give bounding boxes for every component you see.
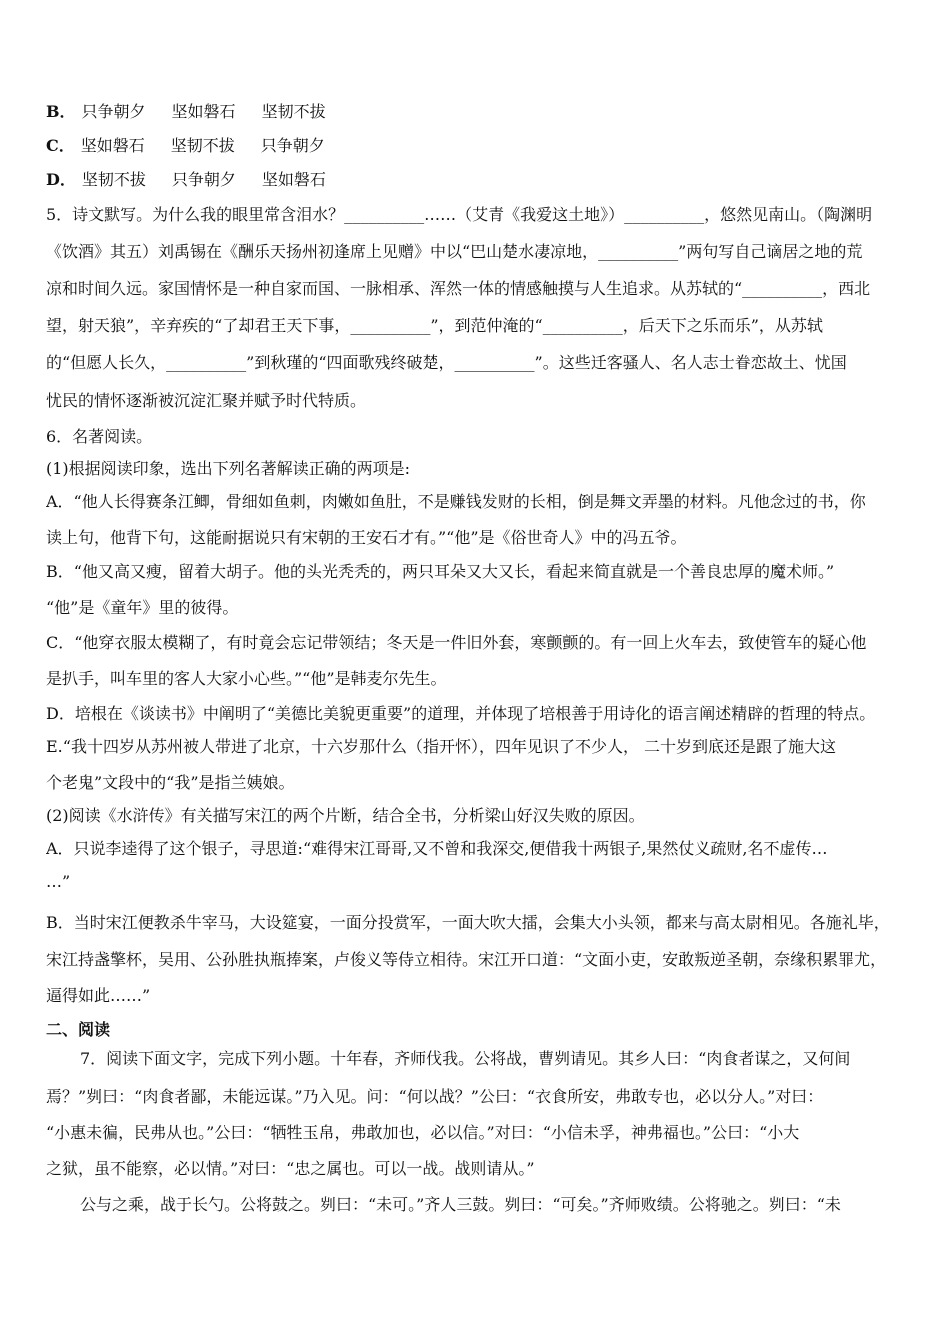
option-c: C． 坚如磐石 坚韧不拔 只争朝夕 <box>46 136 325 155</box>
q5-line: 的“但愿人长久，__________”到秋瑾的“四面歌残终破楚，__________”。这些迁客骚人、名人志士眷恋故土、忧国 <box>46 353 847 372</box>
q6-line: A．“他人长得赛条江鲫，骨细如鱼刺，肉嫩如鱼肚，不是赚钱发财的长相，倒是舞文弄墨的材料。凡他念过的书，你 <box>46 492 866 511</box>
q6-line: 6．名著阅读。 <box>46 427 153 446</box>
q5-line: 5．诗文默写。为什么我的眼里常含泪水？__________……（艾青《我爱这土地》）__________，悠然见南山。（陶渊明 <box>46 205 873 224</box>
q7-line: 之狱，虽不能察，必以情。”对曰：“忠之属也。可以一战。战则请从。” <box>46 1159 535 1178</box>
q5-line: 忧民的情怀逐渐被沉淀汇聚并赋予时代特质。 <box>46 391 367 410</box>
q6-line: 宋江持盏擎杯，吴用、公孙胜执瓶捧案，卢俊义等侍立相待。宋江开口道：“文面小吏，安敢叛逆圣朝，奈缘积累罪尤， <box>46 950 887 969</box>
q5-line: 《饮酒》其五）刘禹锡在《酬乐天扬州初逢席上见赠》中以“巴山楚水凄凉地，__________”两句写自己谪居之地的荒 <box>46 242 863 261</box>
q5-line: 望，射天狼”，辛弃疾的“了却君王天下事，__________”，到范仲淹的“__________，后天下之乐而乐”，从苏轼 <box>46 316 823 335</box>
q6-line: 个老鬼”文段中的“我”是指兰姨娘。 <box>46 773 295 792</box>
q7-line: 焉？”刿曰：“肉食者鄙，未能远谋。”乃入见。问：“何以战？”公曰：“衣食所安，弗敢专也，必以分人。”对曰： <box>46 1087 824 1106</box>
q6-line: 读上句，他背下句，这能耐据说只有宋朝的王安石才有。”“他”是《俗世奇人》中的冯五爷。 <box>46 528 687 547</box>
option-b: B． 只争朝夕 坚如磐石 坚韧不拔 <box>46 102 326 121</box>
q6-line: D．培根在《谈读书》中阐明了“美德比美貌更重要”的道理，并体现了培根善于用诗化的语言阐述精辟的哲理的特点。 <box>46 704 876 723</box>
q7-line: “小惠未徧，民弗从也。”公曰：“牺牲玉帛，弗敢加也，必以信。”对曰：“小信未孚，神弗福也。”公曰：“小大 <box>46 1123 800 1142</box>
q6-line: (1)根据阅读印象，选出下列名著解读正确的两项是: <box>46 459 411 478</box>
q6-line: E.“我十四岁从苏州被人带进了北京，十六岁那什么（指开怀），四年见识了不少人， 二十岁到底还是跟了施大这 <box>46 737 837 756</box>
section-title: 二、阅读 <box>46 1020 111 1039</box>
q7-paragraph-2: 公与之乘，战于长勺。公将鼓之。刿曰：“未可。”齐人三鼓。刿曰：“可矣。”齐师败绩。公将驰之。刿曰：“未 <box>80 1195 841 1214</box>
q6-line: (2)阅读《水浒传》有关描写宋江的两个片断，结合全书，分析梁山好汉失败的原因。 <box>46 806 645 825</box>
q6-line: A．只说李逵得了这个银子，寻思道:“难得宋江哥哥,又不曾和我深交,便借我十两银子,果然仗义疏财,名不虚传… <box>46 839 828 858</box>
q6-line: 是扒手，叫车里的客人大家小心些。”“他”是韩麦尔先生。 <box>46 669 447 688</box>
q6-line: C．“他穿衣服太模糊了，有时竟会忘记带领结；冬天是一件旧外套，寒颤颤的。有一回上火车去，致使管车的疑心他 <box>46 633 867 652</box>
q6-line: …” <box>46 872 71 891</box>
q7-line: 7．阅读下面文字，完成下列小题。十年春，齐师伐我。公将战，曹刿请见。其乡人曰：“肉食者谋之，又何间 <box>80 1049 851 1068</box>
q6-line: B．当时宋江便教杀牛宰马，大设筵宴，一面分投赏军，一面大吹大擂，会集大小头领，都来与高太尉相见。各施礼毕， <box>46 913 890 932</box>
q6-line: B．“他又高又瘦，留着大胡子。他的头光秃秃的，两只耳朵又大又长，看起来简直就是一个善良忠厚的魔术师。” <box>46 562 835 581</box>
option-d: D． 坚韧不拔 只争朝夕 坚如磐石 <box>46 170 326 189</box>
q6-line: 逼得如此……” <box>46 986 151 1005</box>
q6-line: “他”是《童年》里的彼得。 <box>46 598 239 617</box>
q5-line: 凉和时间久远。家国情怀是一种自家而国、一脉相承、浑然一体的情感触摸与人生追求。从苏轼的“__________，西北 <box>46 279 871 298</box>
